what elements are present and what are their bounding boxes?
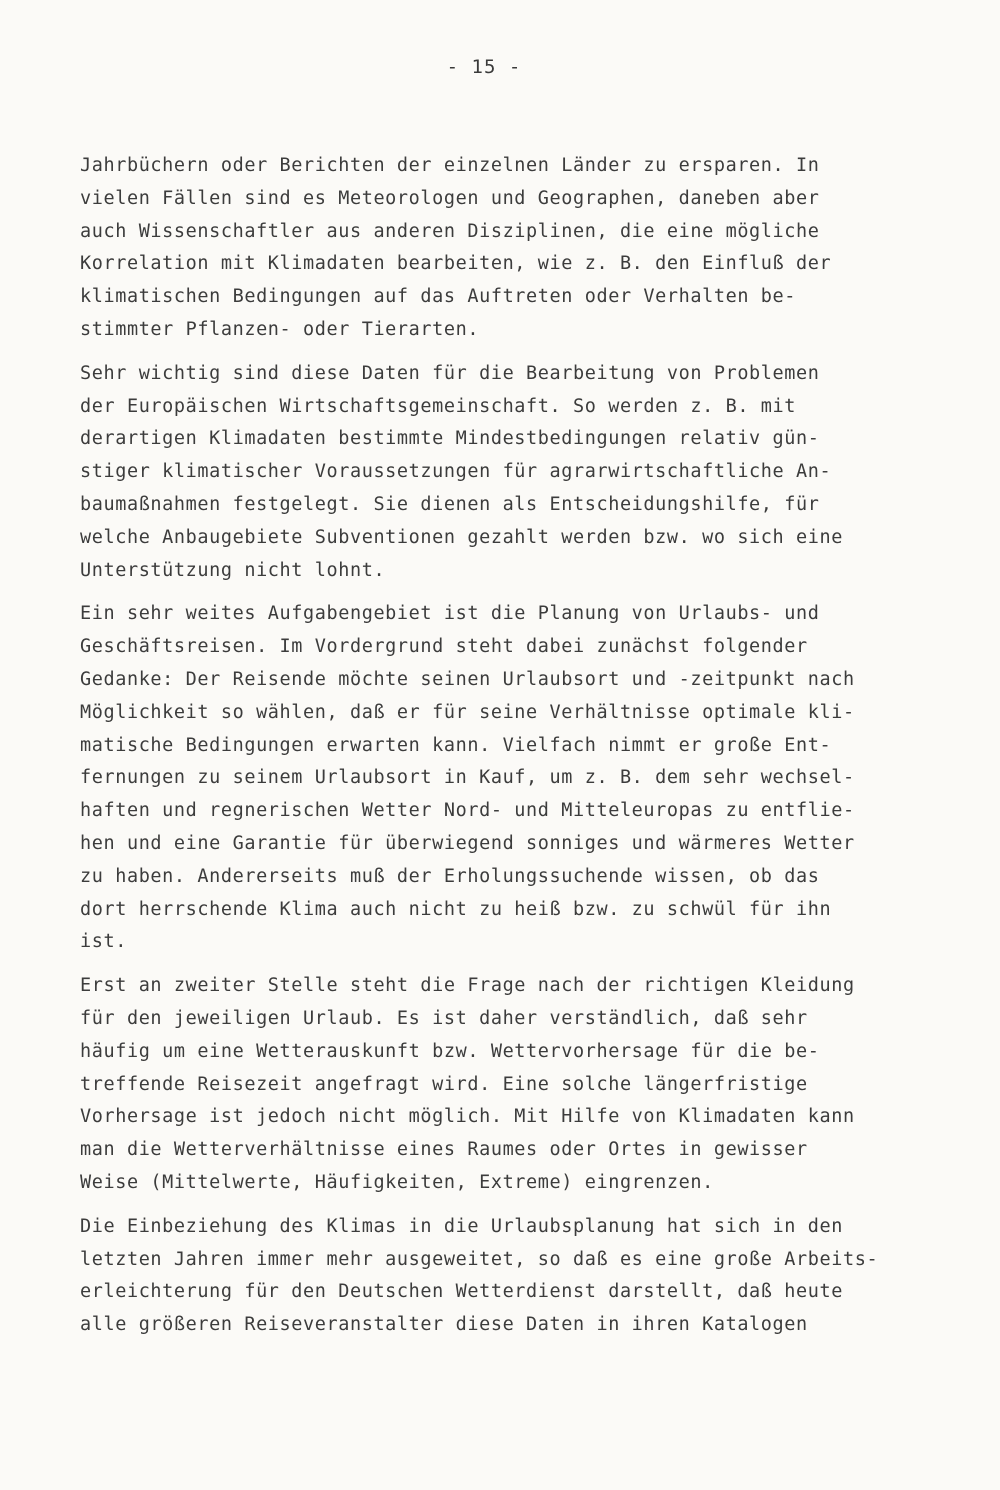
text-line: Jahrbüchern oder Berichten der einzelnen Länder zu ersparen. In bbox=[80, 155, 820, 176]
text-line: Unterstützung nicht lohnt. bbox=[80, 559, 386, 581]
paragraph-3 bbox=[80, 598, 980, 959]
text-line: Möglichkeit so wählen, daß er für seine Verhältnisse optimale kli- bbox=[80, 701, 855, 723]
text-line: vielen Fällen sind es Meteorologen und Geographen, daneben aber bbox=[80, 187, 820, 209]
text-line: Ein sehr weites Aufgabengebiet ist die Planung von Urlaubs- und bbox=[80, 603, 820, 625]
text-line: Die Einbeziehung des Klimas in die Urlaubsplanung hat sich in den bbox=[80, 1215, 843, 1237]
page-number: - 15 - bbox=[446, 56, 522, 78]
text-line: Weise (Mittelwerte, Häufigkeiten, Extreme) eingrenzen. bbox=[80, 1171, 714, 1193]
text-line: Erst an zweiter Stelle steht die Frage nach der richtigen Kleidung bbox=[80, 975, 855, 997]
body-text bbox=[80, 150, 980, 1353]
text-line: letzten Jahren immer mehr ausgeweitet, so daß es eine große Arbeits- bbox=[80, 1248, 879, 1270]
text-line: Geschäftsreisen. Im Vordergrund steht dabei zunächst folgender bbox=[80, 636, 808, 658]
text-line: fernungen zu seinem Urlaubsort in Kauf, um z. B. dem sehr wechsel- bbox=[80, 767, 855, 789]
text-line: zu haben. Andererseits muß der Erholungssuchende wissen, ob das bbox=[80, 865, 820, 887]
text-line: Sehr wichtig sind diese Daten für die Bearbeitung von Problemen bbox=[80, 362, 820, 384]
text-line: Vorhersage ist jedoch nicht möglich. Mit Hilfe von Klimadaten kann bbox=[80, 1106, 855, 1128]
text-line: auch Wissenschaftler aus anderen Disziplinen, die eine mögliche bbox=[80, 220, 820, 242]
text-line: derartigen Klimadaten bestimmte Mindestbedingungen relativ gün- bbox=[80, 428, 820, 450]
text-line: erleichterung für den Deutschen Wetterdienst darstellt, daß heute bbox=[80, 1281, 843, 1303]
text-line: für den jeweiligen Urlaub. Es ist daher verständlich, daß sehr bbox=[80, 1007, 808, 1029]
text-line: häufig um eine Wetterauskunft bzw. Wettervorhersage für die be- bbox=[80, 1040, 820, 1062]
text-line: haften und regnerischen Wetter Nord- und Mitteleuropas zu entflie- bbox=[80, 800, 855, 822]
text-line: Korrelation mit Klimadaten bearbeiten, wie z. B. den Einfluß der bbox=[80, 253, 832, 275]
paragraph-4 bbox=[80, 970, 980, 1200]
text-line: stimmter Pflanzen- oder Tierarten. bbox=[80, 318, 480, 340]
text-line: baumaßnahmen festgelegt. Sie dienen als Entscheidungshilfe, für bbox=[80, 493, 820, 515]
text-line: Gedanke: Der Reisende möchte seinen Urlaubsort und -zeitpunkt nach bbox=[80, 668, 855, 690]
paragraph-2 bbox=[80, 358, 980, 588]
text-line: treffende Reisezeit angefragt wird. Eine solche längerfristige bbox=[80, 1073, 808, 1095]
text-line: klimatischen Bedingungen auf das Auftreten oder Verhalten be- bbox=[80, 286, 797, 308]
text-line: ist. bbox=[80, 931, 127, 953]
paragraph-1 bbox=[80, 150, 980, 347]
text-line: der Europäischen Wirtschaftsgemeinschaft. So werden z. B. mit bbox=[80, 395, 797, 417]
text-line: dort herrschende Klima auch nicht zu heiß bzw. zu schwül für ihn bbox=[80, 898, 832, 920]
text-line: hen und eine Garantie für überwiegend sonniges und wärmeres Wetter bbox=[80, 832, 855, 854]
text-line: man die Wetterverhältnisse eines Raumes oder Ortes in gewisser bbox=[80, 1139, 808, 1161]
text-line: alle größeren Reiseveranstalter diese Daten in ihren Katalogen bbox=[80, 1314, 808, 1336]
text-line: stiger klimatischer Voraussetzungen für agrarwirtschaftliche An- bbox=[80, 461, 832, 483]
paragraph-5 bbox=[80, 1211, 980, 1342]
text-line: welche Anbaugebiete Subventionen gezahlt werden bzw. wo sich eine bbox=[80, 526, 843, 548]
text-line: matische Bedingungen erwarten kann. Vielfach nimmt er große Ent- bbox=[80, 734, 832, 756]
